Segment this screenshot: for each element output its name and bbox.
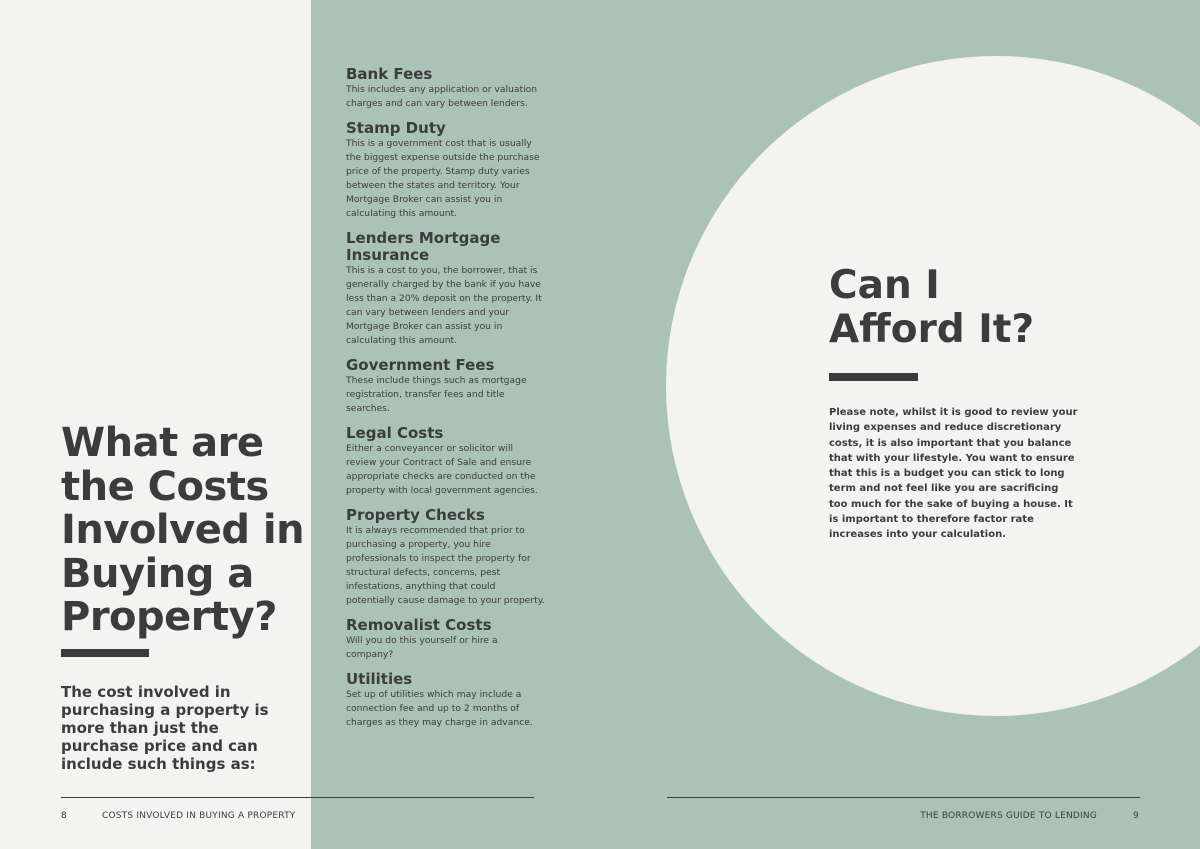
- cost-item-removalist-costs: [346, 617, 546, 662]
- afford-title: Can I Afford It?: [829, 263, 1035, 352]
- cost-item-government-fees: [346, 357, 546, 416]
- cost-item-legal-costs: [346, 425, 546, 498]
- cost-description: Set up of utilities which may include a connection fee and up to 2 months of charges as they may charge in advance.: [346, 689, 533, 728]
- cost-item-utilities: [346, 671, 546, 730]
- page-number-left: 8: [61, 811, 67, 821]
- afford-underline-bar: [829, 373, 918, 381]
- cost-list: [346, 66, 546, 739]
- cost-description: This is a cost to you, the borrower, that is generally charged by the bank if you have less than a 20% deposit on the property. It can vary between lenders and your Mortgage Broker can assist you in calculating this amount.: [346, 265, 542, 346]
- cost-description: Will you do this yourself or hire a company?: [346, 635, 498, 660]
- cost-description: This includes any application or valuation charges and can vary between lenders.: [346, 84, 538, 109]
- cost-heading: Lenders Mortgage Insurance: [346, 229, 501, 264]
- cost-description: This is a government cost that is usually the biggest expense outside the purchase price of the property. Stamp duty varies between the states and territory. Your Mortgage Broker can assist you in calculating this amount.: [346, 138, 540, 219]
- cost-heading: Utilities: [346, 670, 413, 688]
- cost-heading: Removalist Costs: [346, 616, 492, 634]
- intro-text: The cost involved in purchasing a property is more than just the purchase price and can include such things as:: [61, 683, 269, 773]
- cost-heading: Stamp Duty: [346, 119, 446, 137]
- page-number-right: 9: [1133, 811, 1139, 821]
- cost-item-lenders-mortgage-insurance: [346, 230, 546, 348]
- cost-description: Either a conveyancer or solicitor will review your Contract of Sale and ensure appropriate checks are conducted on the property with local government agencies.: [346, 443, 538, 496]
- cost-description: These include things such as mortgage registration, transfer fees and title searches.: [346, 375, 527, 414]
- cost-heading: Government Fees: [346, 356, 495, 374]
- page-title: What are the Costs Involved in Buying a Property?: [61, 420, 305, 640]
- cost-heading: Property Checks: [346, 506, 485, 524]
- afford-note: Please note, whilst it is good to review your living expenses and reduce discretionary costs, it is also important that you balance that with your lifestyle. You want to ensure that this is a budget you can stick to long term and not feel like you are sacrificing too much for the sake of buying a house. It is important to therefore factor rate increases into your calculation.: [829, 407, 1078, 541]
- cost-heading: Bank Fees: [346, 65, 433, 83]
- footer-section-right: THE BORROWERS GUIDE TO LENDING: [920, 811, 1097, 821]
- cost-item-property-checks: [346, 507, 546, 608]
- cost-description: It is always recommended that prior to purchasing a property, you hire professionals to inspect the property for structural defects, concerns, pest infestations, anything that could potentially cause damage to your property.: [346, 525, 545, 606]
- title-underline-bar: [61, 649, 149, 657]
- cost-item-stamp-duty: [346, 120, 546, 221]
- decorative-circle: [666, 56, 1200, 716]
- footer-rule-right: [667, 797, 1140, 798]
- cost-item-bank-fees: [346, 66, 546, 111]
- cost-heading: Legal Costs: [346, 424, 444, 442]
- footer-rule-left: [61, 797, 534, 798]
- footer-section-left: COSTS INVOLVED IN BUYING A PROPERTY: [102, 811, 296, 821]
